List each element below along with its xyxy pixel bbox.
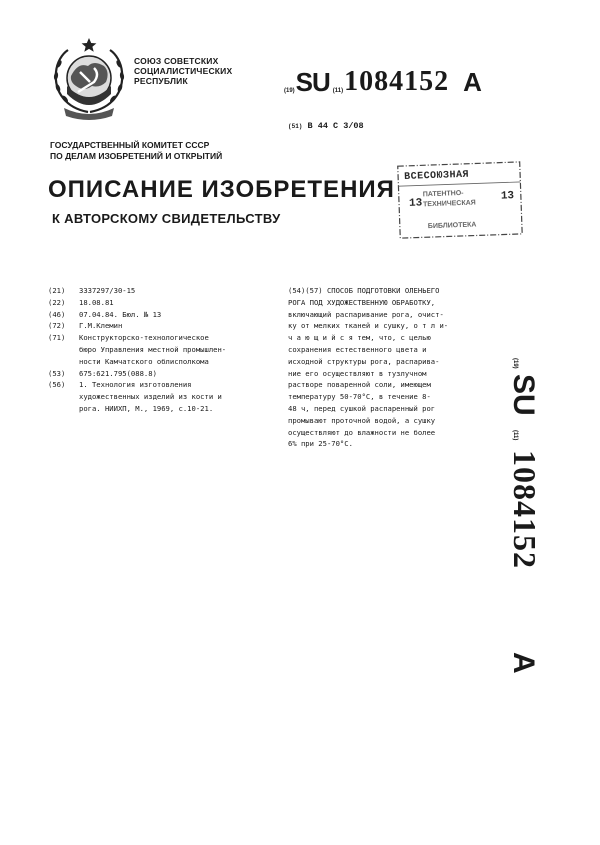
biblio-text: Г.М.Клемин bbox=[79, 321, 123, 331]
abstract-line: (54)(57) СПОСОБ ПОДГОТОВКИ ОЛЕНЬЕГО bbox=[288, 286, 440, 295]
biblio-row bbox=[48, 391, 288, 403]
kind-code: A bbox=[463, 67, 482, 97]
vertical-publication-number bbox=[494, 358, 554, 688]
abstract-line: растворе поваренной соли, имеющем bbox=[288, 380, 431, 390]
abstract-line: промывают проточной водой, а сушку bbox=[288, 415, 436, 425]
union-name bbox=[134, 56, 232, 86]
biblio-code: (46) bbox=[48, 309, 66, 319]
abstract-line: РОГА ПОД ХУДОЖЕСТВЕННУЮ ОБРАБОТКУ, bbox=[288, 297, 436, 307]
bibliographic-data bbox=[48, 285, 288, 415]
biblio-text: 18.08.81 bbox=[79, 297, 114, 307]
biblio-code: (22) bbox=[48, 297, 66, 307]
vertical-country-code: SU bbox=[507, 374, 540, 416]
abstract-line: осуществляют до влажности не более bbox=[288, 427, 436, 437]
committee-line: ПО ДЕЛАМ ИЗОБРЕТЕНИЙ И ОТКРЫТИЙ bbox=[50, 151, 223, 161]
vertical-patent-number: 1084152 bbox=[507, 450, 543, 569]
number-code-label: (11) bbox=[332, 88, 344, 94]
biblio-text: 675:621.795(088.8) bbox=[79, 368, 157, 378]
stamp-line-2-3 bbox=[423, 188, 476, 210]
biblio-code bbox=[48, 391, 79, 403]
biblio-row bbox=[48, 356, 288, 368]
biblio-code: (53) bbox=[48, 368, 66, 378]
biblio-row bbox=[48, 379, 288, 391]
biblio-row bbox=[48, 285, 288, 297]
biblio-row bbox=[48, 344, 288, 356]
union-line: СОЦИАЛИСТИЧЕСКИХ bbox=[134, 66, 233, 76]
biblio-code bbox=[48, 356, 79, 368]
biblio-row bbox=[48, 309, 288, 321]
abstract-line: включающий распаривание рога, очист- bbox=[288, 309, 444, 319]
biblio-text: ности Камчатского облисполкома bbox=[79, 356, 209, 366]
biblio-row bbox=[48, 368, 288, 380]
biblio-code: (71) bbox=[48, 333, 66, 343]
stamp-line-3: ТЕХНИЧЕСКАЯ bbox=[422, 199, 476, 209]
abstract-line: сохранения естественного цвета и bbox=[288, 344, 427, 354]
biblio-text: 07.04.84. Бюл. № 13 bbox=[79, 309, 162, 319]
committee-name bbox=[50, 140, 222, 162]
biblio-row bbox=[48, 320, 288, 332]
document-title: ОПИСАНИЕ ИЗОБРЕТЕНИЯ bbox=[48, 176, 395, 203]
abstract-line: температуру 50-70°С, в течение 8- bbox=[288, 392, 431, 402]
biblio-text: Конструкторско-технологическое bbox=[79, 333, 209, 343]
stamp-line-1: ВСЕСОЮЗНАЯ bbox=[403, 169, 470, 183]
ipc-value: В 44 С 3/08 bbox=[307, 121, 364, 131]
biblio-code bbox=[48, 344, 79, 356]
vertical-kind-code: A bbox=[507, 652, 540, 674]
abstract-line: исходной структуры рога, распарива- bbox=[288, 356, 440, 366]
stamp-number-left: 13 bbox=[408, 197, 423, 210]
biblio-row bbox=[48, 297, 288, 309]
stamp-line-2: ПАТЕНТНО- bbox=[422, 189, 464, 199]
abstract-line: ние его осуществляют в тузлучном bbox=[288, 368, 427, 378]
committee-line: ГОСУДАРСТВЕННЫЙ КОМИТЕТ СССР bbox=[50, 140, 210, 150]
biblio-row bbox=[48, 403, 288, 415]
ussr-emblem bbox=[50, 36, 128, 120]
publication-number bbox=[284, 66, 482, 98]
biblio-text: 1. Технология изготовления bbox=[79, 380, 192, 390]
ipc-code-label: (51) bbox=[288, 123, 303, 130]
abstract-line: ку от мелких тканей и сушку, о т л и- bbox=[288, 321, 449, 331]
vertical-country-code-label: (19) bbox=[512, 358, 518, 369]
biblio-text: художественных изделий из кости и bbox=[79, 392, 222, 402]
biblio-code: (21) bbox=[48, 286, 66, 295]
stamp-number-right: 13 bbox=[500, 190, 515, 203]
stamp-line-4: БИБЛИОТЕКА bbox=[427, 221, 477, 231]
vertical-number-code-label: (11) bbox=[512, 430, 518, 441]
abstract-line: ч а ю щ и й с я тем, что, с целью bbox=[288, 333, 431, 343]
biblio-code: (72) bbox=[48, 321, 66, 331]
country-code-label: (19) bbox=[284, 88, 295, 94]
country-code: SU bbox=[295, 67, 330, 97]
union-line: СОЮЗ СОВЕТСКИХ bbox=[134, 56, 219, 66]
biblio-code: (56) bbox=[48, 380, 66, 390]
document-subtitle: К АВТОРСКОМУ СВИДЕТЕЛЬСТВУ bbox=[52, 211, 281, 226]
biblio-text: рога. НИИХП, М., 1969, с.10-21. bbox=[79, 403, 214, 413]
library-stamp bbox=[396, 160, 527, 242]
biblio-text: бюро Управления местной промышлен- bbox=[79, 344, 227, 354]
ipc-classification bbox=[288, 121, 364, 131]
patent-number: 1084152 bbox=[344, 66, 450, 97]
biblio-code bbox=[48, 403, 79, 415]
biblio-text: 3337297/30-15 bbox=[79, 286, 136, 295]
abstract-line: 48 ч, перед сушкой распаренный рог bbox=[288, 403, 436, 413]
union-line: РЕСПУБЛИК bbox=[134, 76, 188, 86]
abstract-line: 6% при 25-70°С. bbox=[288, 439, 353, 449]
biblio-row bbox=[48, 332, 288, 344]
